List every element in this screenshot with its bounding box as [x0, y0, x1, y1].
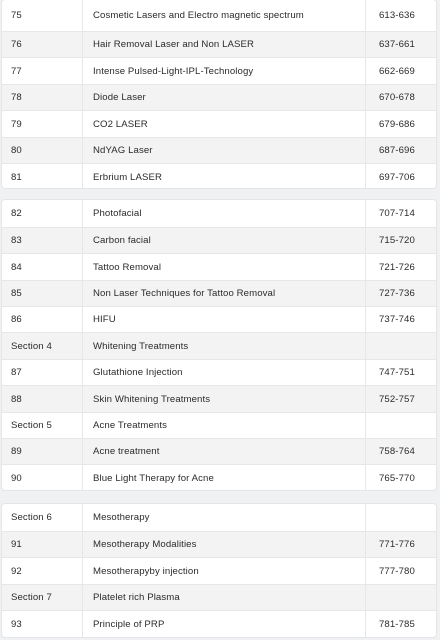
section-header-row	[2, 413, 436, 439]
table-row	[2, 386, 436, 413]
chapter-number: 78	[11, 92, 22, 103]
chapter-title: Non Laser Techniques for Tattoo Removal	[82, 281, 365, 306]
chapter-title: Tattoo Removal	[82, 254, 365, 280]
table-row	[2, 611, 436, 637]
page-range: 777-780	[365, 558, 436, 584]
page-range	[365, 504, 436, 531]
page-range: 707-714	[365, 200, 436, 227]
chapter-number: 87	[11, 367, 22, 378]
table-row	[2, 465, 436, 491]
section-title: Mesotherapy	[82, 504, 365, 531]
chapter-title: Mesotherapy Modalities	[82, 532, 365, 557]
chapter-number: 81	[11, 171, 22, 183]
chapter-title: Blue Light Therapy for Acne	[82, 465, 365, 491]
page-range: 771-776	[365, 532, 436, 557]
chapter-title: Skin Whitening Treatments	[82, 386, 365, 412]
table-row	[2, 111, 436, 138]
table-row	[2, 254, 436, 281]
section-number: Section 6	[11, 512, 52, 523]
page-range: 637-661	[365, 32, 436, 57]
chapter-number: 77	[11, 65, 22, 77]
table-row	[2, 58, 436, 85]
section-number: Section 4	[11, 340, 52, 352]
chapter-number: 84	[11, 261, 22, 273]
page-range: 670-678	[365, 85, 436, 110]
chapter-title: Glutathione Injection	[82, 360, 365, 385]
chapter-title: Carbon facial	[82, 228, 365, 253]
table-row	[2, 307, 436, 333]
section-title: Whitening Treatments	[82, 333, 365, 359]
table-row	[2, 558, 436, 585]
table-row	[2, 228, 436, 254]
chapter-number: 86	[11, 314, 22, 325]
chapter-number: 82	[11, 208, 22, 219]
table-row	[2, 85, 436, 111]
chapter-number: 93	[11, 618, 22, 630]
toc-table-group-1	[1, 0, 437, 189]
table-row	[2, 32, 436, 58]
chapter-title: NdYAG Laser	[82, 138, 365, 163]
page-range	[365, 585, 436, 610]
chapter-number: 91	[11, 539, 22, 550]
page-range: 781-785	[365, 611, 436, 637]
table-row	[2, 164, 436, 189]
table-row	[2, 532, 436, 558]
chapter-title: Acne treatment	[82, 439, 365, 464]
section-header-row	[2, 585, 436, 611]
section-header-row	[2, 333, 436, 360]
section-number: Section 7	[11, 592, 52, 603]
section-header-row	[2, 504, 436, 532]
table-row	[2, 0, 436, 32]
page-range: 687-696	[365, 138, 436, 163]
chapter-number: 76	[11, 39, 22, 50]
page-range: 765-770	[365, 465, 436, 491]
chapter-title: HIFU	[82, 307, 365, 332]
table-row	[2, 439, 436, 465]
page-range: 662-669	[365, 58, 436, 84]
chapter-number: 79	[11, 118, 22, 130]
toc-table-group-3	[1, 503, 437, 638]
chapter-title: Principle of PRP	[82, 611, 365, 637]
page-range: 679-686	[365, 111, 436, 137]
page-range: 613-636	[365, 0, 436, 31]
page-range: 752-757	[365, 386, 436, 412]
page-range: 715-720	[365, 228, 436, 253]
chapter-number: 92	[11, 565, 22, 577]
chapter-title: Mesotherapyby injection	[82, 558, 365, 584]
page-range: 747-751	[365, 360, 436, 385]
page-range: 721-726	[365, 254, 436, 280]
chapter-number: 75	[11, 10, 22, 21]
chapter-title: Diode Laser	[82, 85, 365, 110]
chapter-number: 89	[11, 446, 22, 457]
section-number: Section 5	[11, 420, 52, 431]
table-row	[2, 360, 436, 386]
chapter-title: Intense Pulsed-Light-IPL-Technology	[82, 58, 365, 84]
page-range: 737-746	[365, 307, 436, 332]
chapter-number: 80	[11, 145, 22, 156]
chapter-number: 83	[11, 235, 22, 246]
page-range	[365, 333, 436, 359]
section-title: Acne Treatments	[82, 413, 365, 438]
section-title: Platelet rich Plasma	[82, 585, 365, 610]
table-row	[2, 281, 436, 307]
toc-table-group-2	[1, 199, 437, 491]
chapter-title: CO2 LASER	[82, 111, 365, 137]
page-range	[365, 413, 436, 438]
chapter-title: Cosmetic Lasers and Electro magnetic spectrum	[82, 0, 365, 31]
page-range: 697-706	[365, 164, 436, 189]
chapter-title: Hair Removal Laser and Non LASER	[82, 32, 365, 57]
page-range: 758-764	[365, 439, 436, 464]
chapter-title: Erbrium LASER	[82, 164, 365, 189]
table-row	[2, 200, 436, 228]
table-row	[2, 138, 436, 164]
chapter-number: 90	[11, 473, 22, 484]
chapter-title: Photofacial	[82, 200, 365, 227]
page-range: 727-736	[365, 281, 436, 306]
chapter-number: 85	[11, 288, 22, 299]
chapter-number: 88	[11, 393, 22, 405]
